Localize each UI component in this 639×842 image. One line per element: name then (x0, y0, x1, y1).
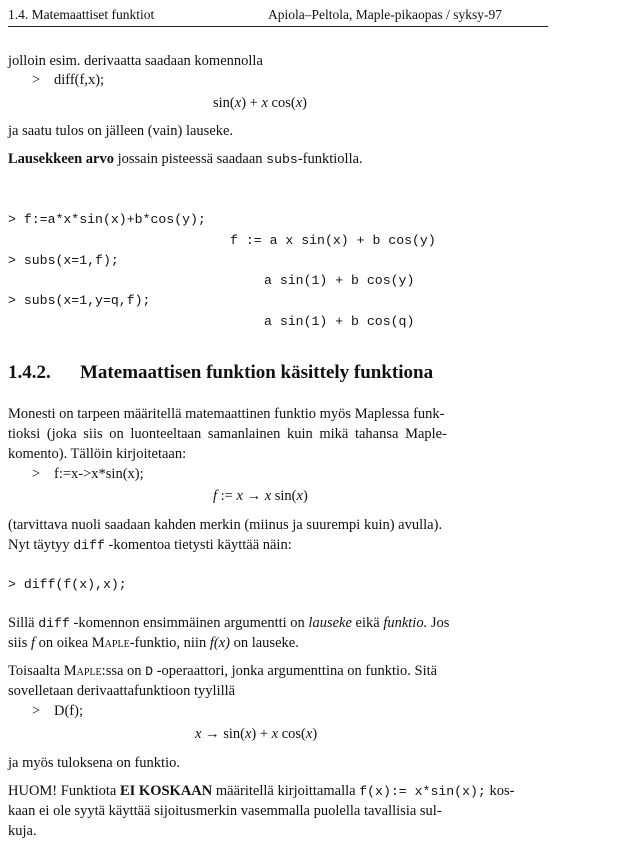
paragraph-subs: Lausekkeen arvo jossain pisteessä saadaan subs-funktiolla. (8, 151, 363, 167)
paragraph-line: siis f on oikea Maple-funktio, niin f(x) on lauseke. (8, 635, 299, 651)
running-header-left: 1.4. Matemaattiset funktiot (8, 7, 155, 22)
paragraph-line: kaan ei ole syytä käyttää sijoitusmerkin vasemmalla puolella tavallisia sul- (8, 803, 442, 819)
paragraph-line: (tarvittava nuoli saadaan kahden merkin (miinus ja suurempi kuin) avulla). (8, 517, 443, 533)
paragraph-line: Monesti on tarpeen määritellä matemaattinen funktio myös Maplessa funk- (8, 406, 445, 422)
paragraph-line: Sillä diff -komennon ensimmäinen argumentti on lauseke eikä funktio. Jos (8, 615, 450, 631)
maple-output-derivative: sin(x) + x cos(x) (213, 95, 307, 111)
paragraph-line: kuja. (8, 823, 37, 839)
paragraph-line: sovelletaan derivaattafunktioon tyylillä (8, 683, 236, 699)
code-line: > f:=a*x*sin(x)+b*cos(y); (8, 212, 206, 227)
maple-prompt: > (32, 466, 41, 482)
maple-input-D (32, 702, 83, 720)
maple-command: D(f); (54, 703, 83, 719)
inline-code: subs (266, 152, 298, 167)
paragraph-line: Toisaalta Maple:ssa on D -operaattori, jonka argumenttina on funktio. Sitä (8, 663, 438, 679)
paragraph-line: komento). Tällöin kirjoitetaan: (8, 446, 187, 462)
maple-prompt: > (32, 72, 41, 88)
inline-code: D (145, 664, 154, 679)
paragraph-result-note: ja saatu tulos on jälleen (vain) lauseke. (8, 123, 234, 139)
header-rule (8, 26, 548, 27)
code-output: f := a x sin(x) + b cos(y) (230, 233, 436, 248)
maple-command: f:=x->x*sin(x); (54, 466, 144, 482)
maple-output-D: x → sin(x) + x cos(x) (195, 726, 318, 742)
paragraph-intro: jolloin esim. derivaatta saadaan komennolla (8, 53, 263, 69)
paragraph-line: tioksi (joka siis on luonteeltaan samanlainen kuin mikä tahansa Maple- (8, 426, 447, 442)
section-number: 1.4.2. (8, 362, 51, 383)
code-line: > diff(f(x),x); (8, 577, 127, 592)
maple-input-define (32, 465, 144, 483)
inline-code: diff (38, 616, 70, 631)
paragraph-line: Nyt täytyy diff -komentoa tietysti käyttää näin: (8, 537, 292, 553)
running-header-right: Apiola–Peltola, Maple-pikaopas / syksy-97 (268, 7, 502, 22)
code-output: a sin(1) + b cos(q) (264, 314, 415, 329)
maple-command: diff(f,x); (54, 72, 105, 88)
code-line: > subs(x=1,y=q,f); (8, 293, 151, 308)
term-bold: Lausekkeen arvo (8, 151, 114, 167)
code-line: > subs(x=1,f); (8, 253, 119, 268)
maple-prompt: > (32, 703, 41, 719)
code-output: a sin(1) + b cos(y) (264, 273, 415, 288)
paragraph-line: HUOM! Funktiota EI KOSKAAN määritellä kirjoittamalla f(x):= x*sin(x); kos- (8, 783, 515, 799)
inline-code: diff (73, 538, 105, 553)
section-title: Matemaattisen funktion käsittely funktiona (80, 362, 434, 383)
inline-code: f(x):= x*sin(x); (359, 784, 486, 799)
maple-output-function: f := x → x sin(x) (213, 488, 308, 504)
maple-input-diff (32, 71, 104, 89)
paragraph-line: ja myös tuloksena on funktio. (8, 755, 180, 771)
